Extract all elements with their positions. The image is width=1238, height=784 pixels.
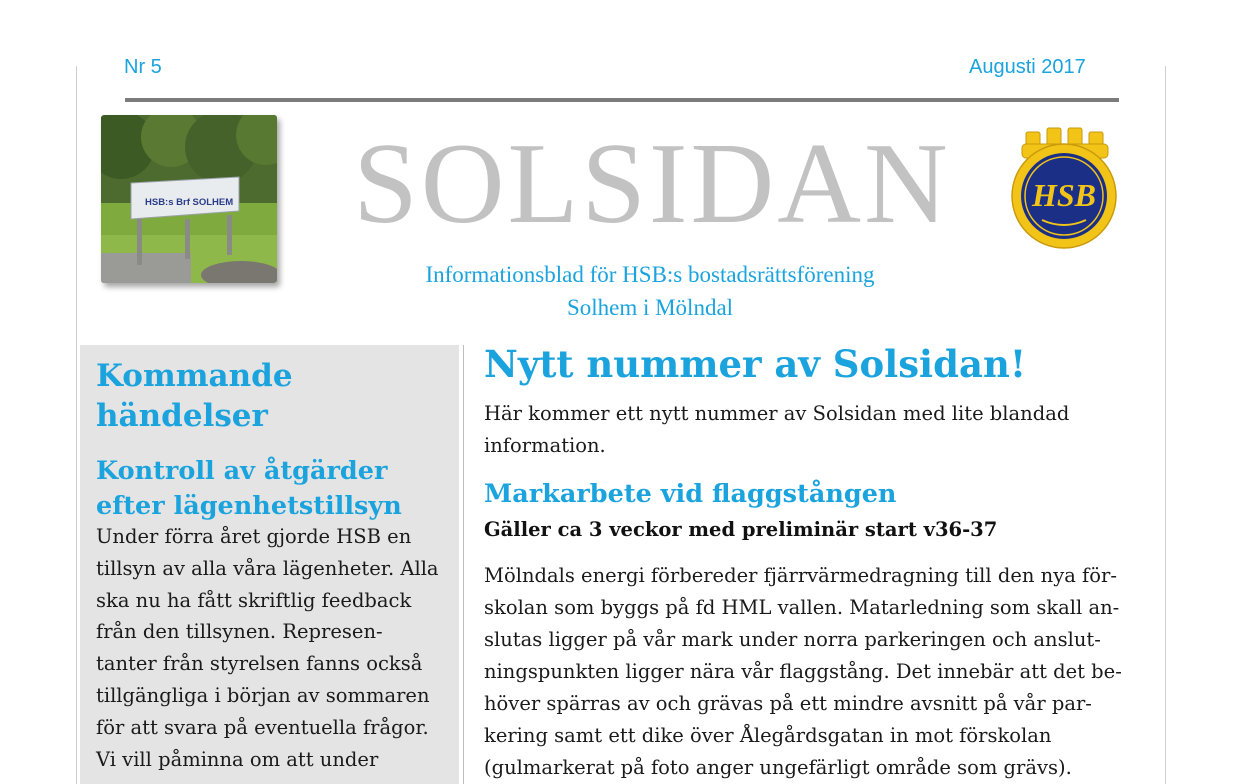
header-rule (125, 98, 1119, 102)
intro-line: information. (484, 434, 606, 457)
sidebar-body-line: tillgängliga i början av sommaren (96, 683, 430, 707)
sign-text: HSB:s Brf SOLHEM (145, 197, 234, 208)
sidebar-body-line: tillsyn av alla våra lägenheter. Alla (96, 556, 439, 580)
sidebar-title (96, 356, 446, 436)
section-body-line: kering samt ett dike över Ålegårdsgatan in mot förskolan (484, 724, 1052, 747)
main-title: Nytt nummer av Solsidan! (484, 342, 1027, 386)
sidebar-title-line: händelser (96, 398, 268, 434)
sidebar-subheading-line: Kontroll av åtgärder (96, 456, 388, 486)
sign-photo (101, 115, 277, 283)
sidebar-subheading (96, 454, 448, 524)
hsb-logo-emblem (1002, 126, 1126, 250)
sidebar-subheading-line: efter lägenhetstillsyn (96, 491, 402, 521)
section-subheading: Gäller ca 3 veckor med preliminär start v36-37 (484, 518, 998, 541)
sidebar-body (96, 521, 456, 775)
sidebar-body-line: tanter från styrelsen fanns också (96, 652, 423, 676)
sidebar-body-line: för att svara på eventuella frågor. (96, 715, 429, 739)
intro-paragraph (484, 398, 1134, 462)
hsb-logo-text: HSB (1031, 177, 1097, 213)
issue-date: Augusti 2017 (969, 56, 1086, 78)
issue-number: Nr 5 (124, 56, 162, 78)
subtitle-line-1: Informationsblad för HSB:s bostadsrättsförening (425, 262, 875, 287)
section-body-line: slutas ligger på vår mark under norra parkeringen och anslut- (484, 628, 1101, 651)
sidebar-title-line: Kommande (96, 358, 293, 394)
sidebar-body-line: Under förra året gjorde HSB en (96, 525, 412, 548)
intro-line: Här kommer ett nytt nummer av Solsidan med lite blandad (484, 402, 1070, 425)
section-body-line: ningspunkten ligger nära vår flaggstång. Det innebär att det be- (484, 660, 1122, 683)
sidebar-body-line: ska nu ha fått skriftlig feedback (96, 588, 412, 612)
page-edge-left (76, 66, 77, 784)
page-edge-right (1165, 66, 1166, 784)
section-heading: Markarbete vid flaggstången (484, 479, 897, 509)
subtitle-line-2: Solhem i Mölndal (566, 295, 734, 320)
section-body (484, 560, 1134, 784)
section-body-line: Mölndals energi förbereder fjärrvärmedragning till den nya för- (484, 564, 1117, 587)
column-divider (463, 345, 464, 784)
section-body-line: höver spärras av och grävas på ett mindre avsnitt på vår par- (484, 692, 1092, 715)
section-body-line: skolan som byggs på fd HML vallen. Matarledning som skall an- (484, 596, 1120, 619)
masthead-title: SOLSIDAN (353, 120, 951, 248)
hsb-logo (1002, 126, 1126, 250)
sidebar-body-line: Vi vill påminna om att under (96, 747, 379, 771)
section-body-line: (gulmarkerat på foto anger ungefärligt område som grävs). (484, 756, 1072, 779)
sidebar-body-line: från den tillsynen. Represen- (96, 620, 383, 644)
header-photo (101, 115, 277, 283)
